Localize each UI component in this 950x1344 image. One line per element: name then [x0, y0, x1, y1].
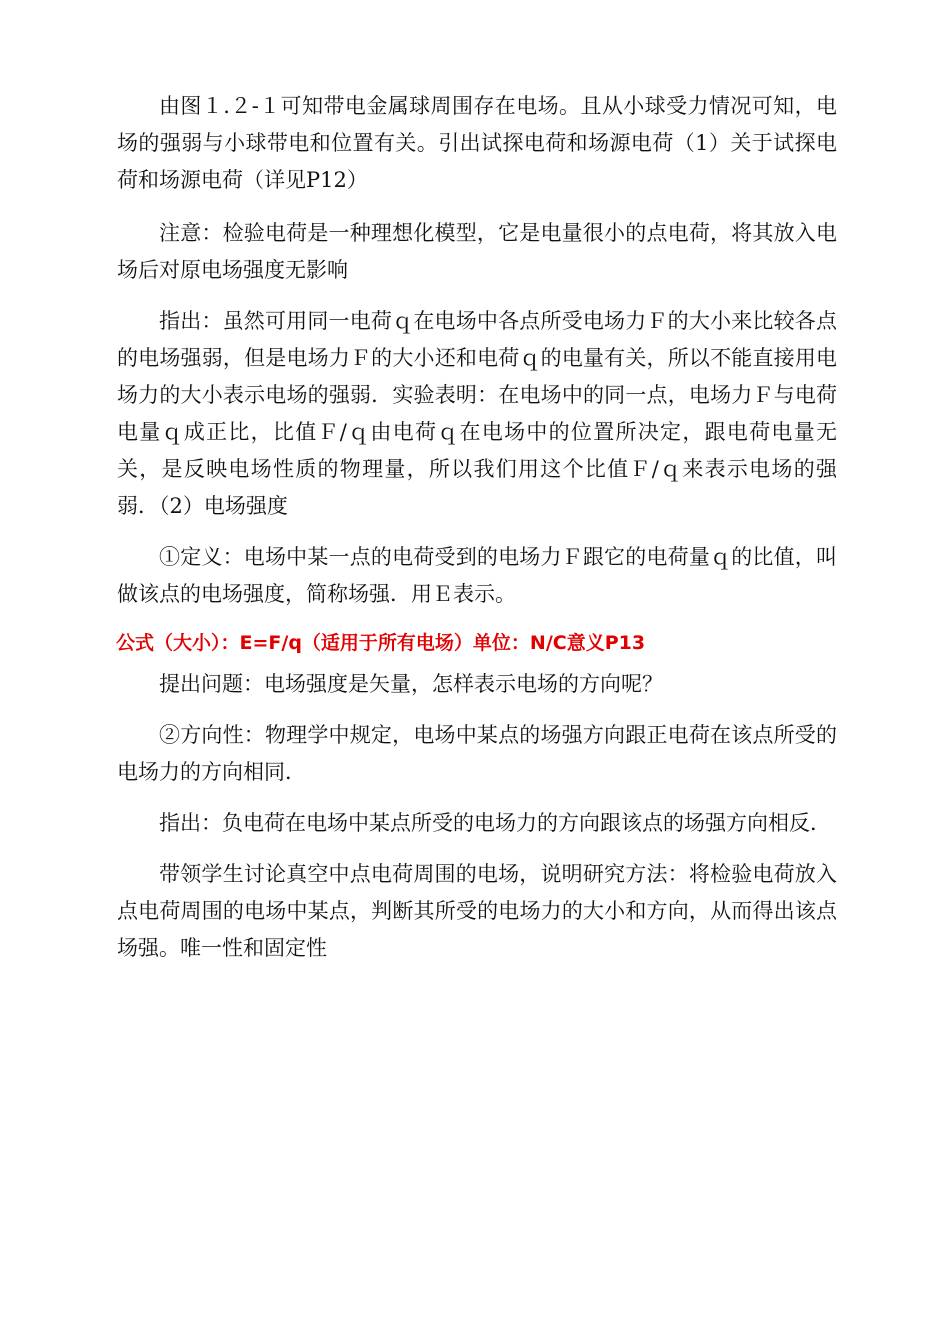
formula-line: 公式（大小）：E=F/q（适用于所有电场）单位：N/C意义P13 — [116, 632, 646, 654]
paragraph-test-charge-intro: 由图１.２-１可知带电金属球周围存在电场。且从小球受力情况可知，电场的强弱与小球带电和位置有关。引出试探电荷和场源电荷（1）关于试探电荷和场源电荷（详见P12） — [117, 94, 837, 192]
paragraph-directionality: ②方向性：物理学中规定，电场中某点的场强方向跟正电荷在该点所受的电场力的方向相同． — [117, 723, 837, 784]
document-page — [117, 88, 837, 981]
paragraph-point-out-field-strength: 指出：虽然可用同一电荷ｑ在电场中各点所受电场力Ｆ的大小来比较各点的电场强弱，但是电场力Ｆ的大小还和电荷ｑ的电量有关，所以不能直接用电场力的大小表示电场的强弱．实验表明：在电场中的同一点，电场力Ｆ与电荷电量ｑ成正比，比值Ｆ/ｑ由电荷ｑ在电场中的位置所决定，跟电荷电量无关，是反映电场性质的物理量，所以我们用这个比值Ｆ/ｑ来表示电场的强弱．（2）电场强度 — [117, 309, 837, 518]
paragraph-point-charge-discussion: 带领学生讨论真空中点电荷周围的电场，说明研究方法：将检验电荷放入点电荷周围的电场中某点，判断其所受的电场力的大小和方向，从而得出该点场强。唯一性和固定性 — [117, 862, 837, 960]
paragraph-definition: ①定义：电场中某一点的电荷受到的电场力Ｆ跟它的电荷量ｑ的比值，叫做该点的电场强度，简称场强．用Ｅ表示。 — [117, 545, 837, 606]
paragraph-note-ideal-model: 注意：检验电荷是一种理想化模型，它是电量很小的点电荷，将其放入电场后对原电场强度无影响 — [117, 221, 837, 282]
paragraph-question-direction: 提出问题：电场强度是矢量，怎样表示电场的方向呢？ — [159, 672, 663, 696]
paragraph-negative-charge: 指出：负电荷在电场中某点所受的电场力的方向跟该点的场强方向相反． — [159, 811, 831, 835]
